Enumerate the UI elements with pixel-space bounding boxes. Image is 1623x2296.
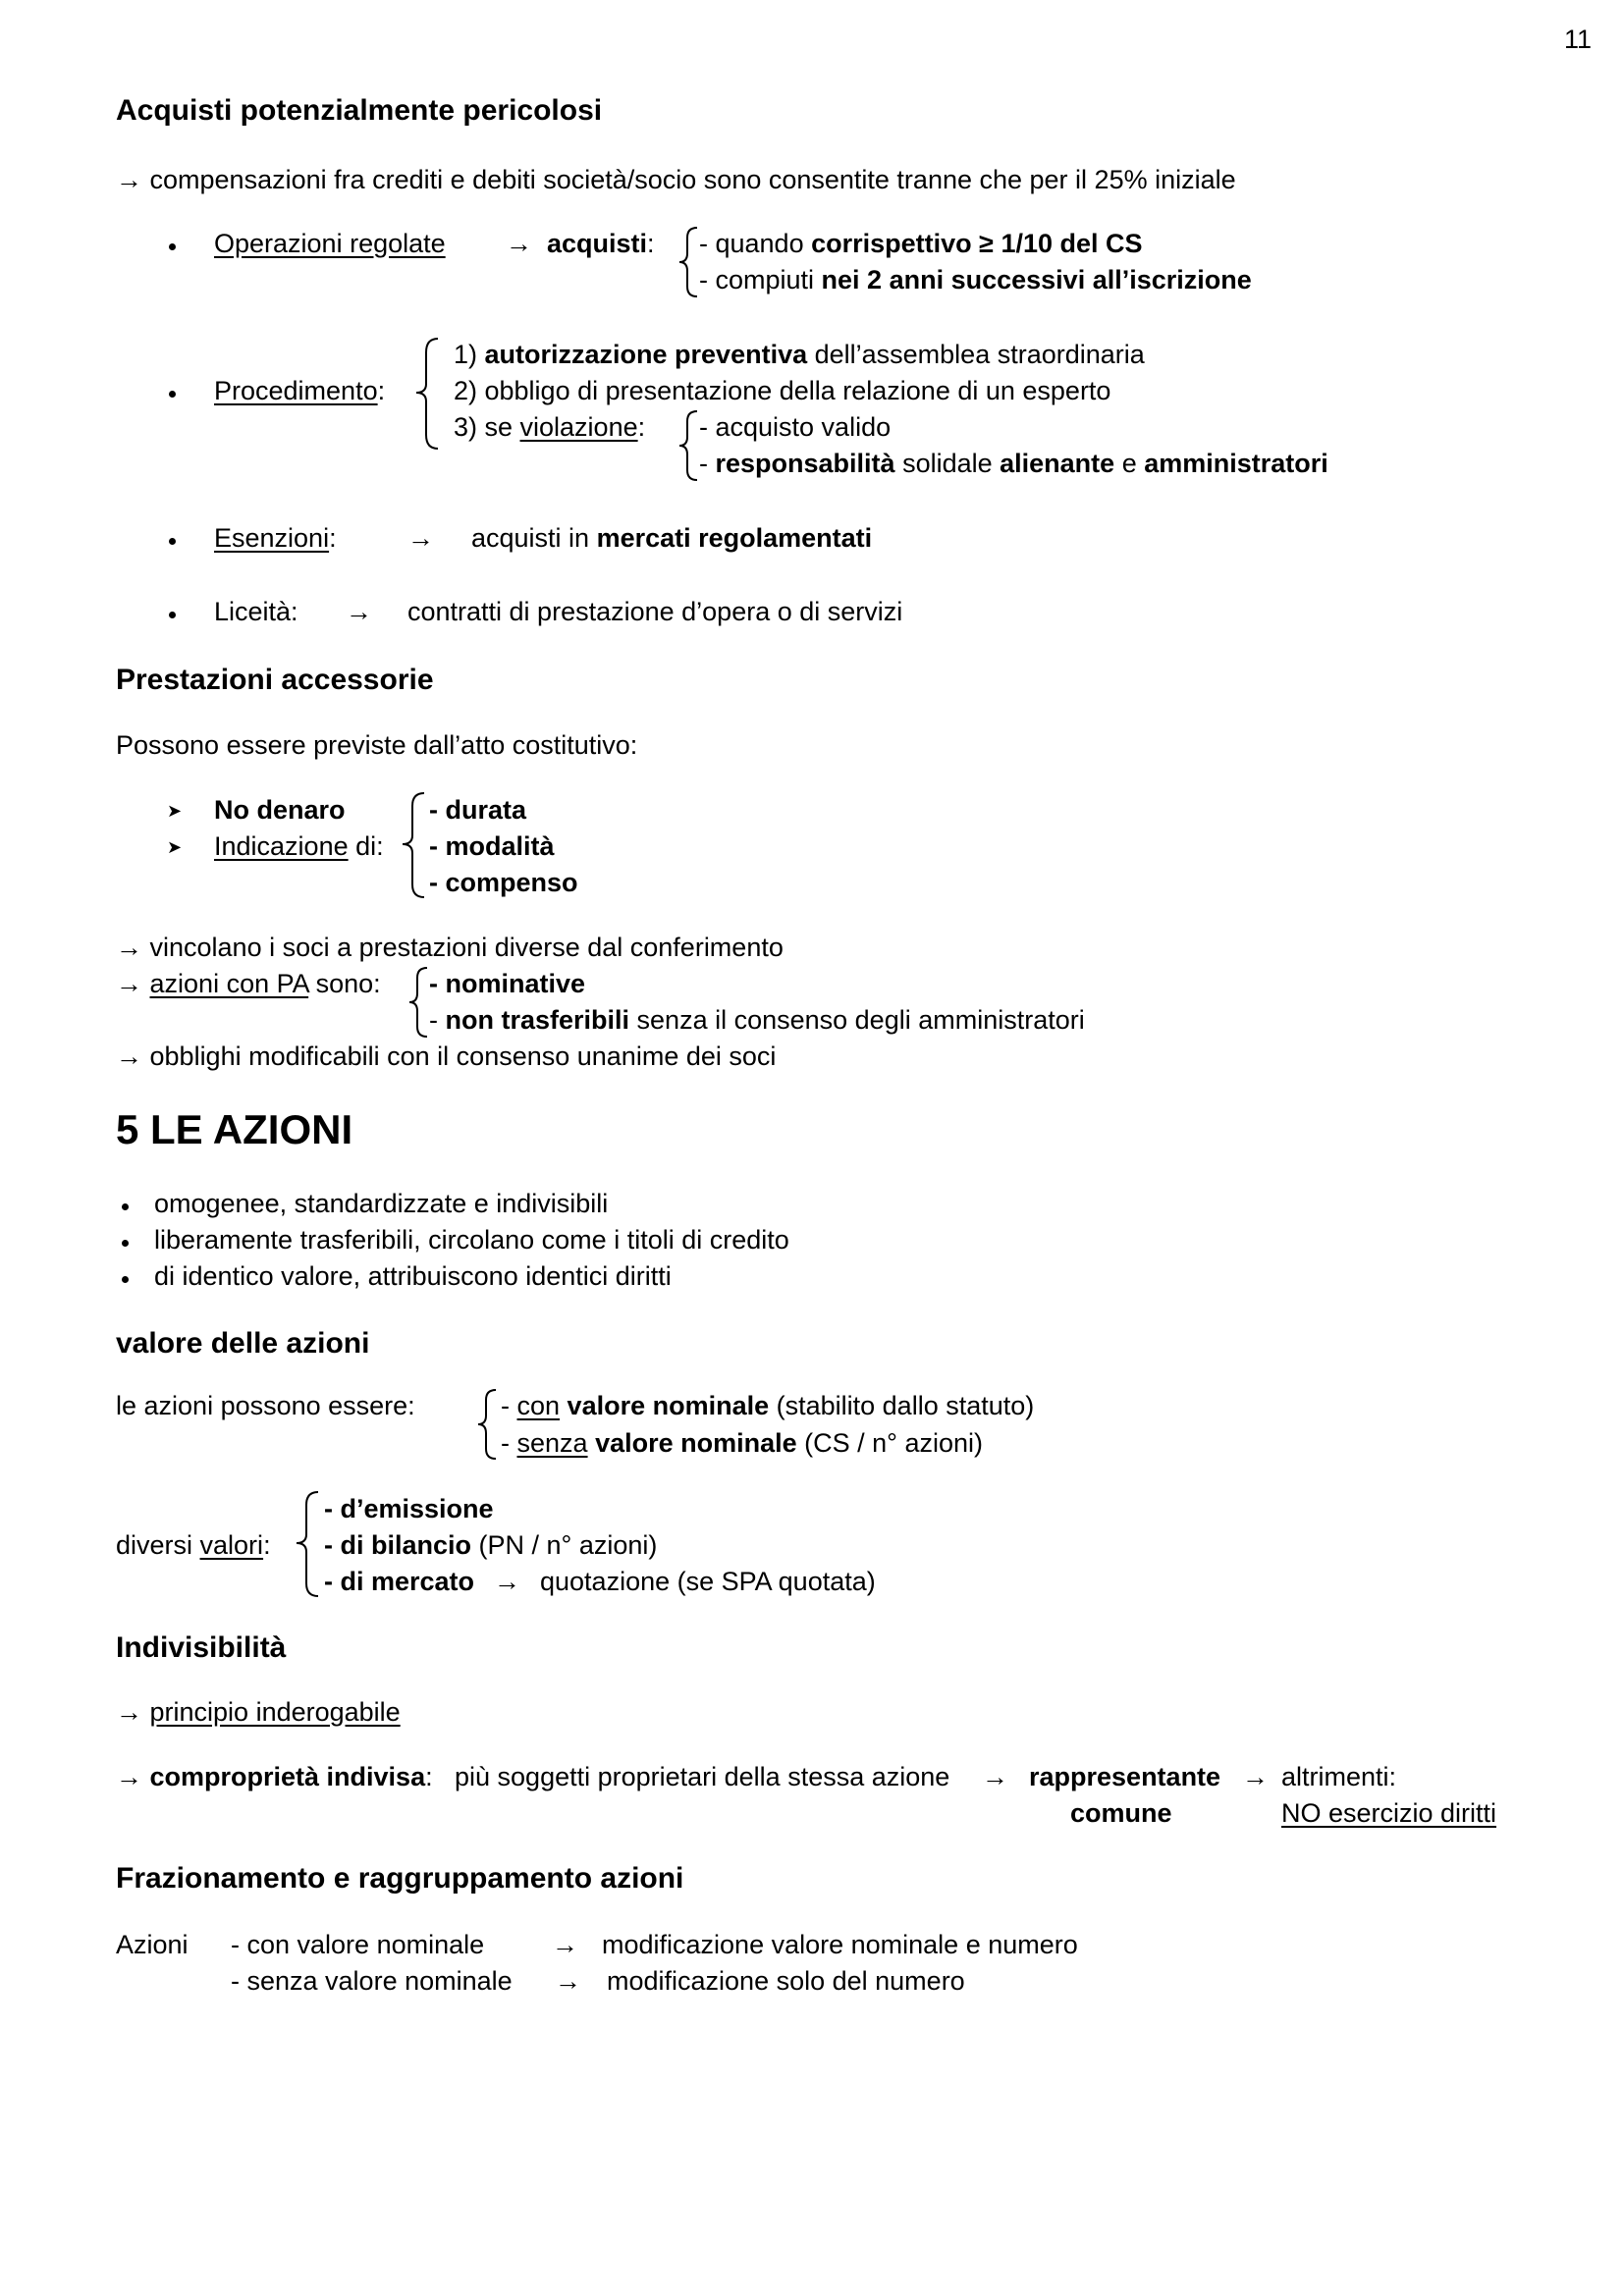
bullet-icon	[169, 243, 176, 250]
operazioni-key: acquisti:	[547, 229, 655, 258]
comproprieta-text: più soggetti proprietari della stessa azione	[455, 1762, 950, 1791]
section-title-acquisti: Acquisti potenzialmente pericolosi	[116, 94, 603, 127]
page-number: 11	[1564, 25, 1593, 54]
arrow-right-icon: →	[116, 1041, 142, 1071]
violazione-effect-2: - responsabilità solidale alienante e amministratori	[699, 449, 1328, 478]
arrow-right-icon: →	[116, 1697, 142, 1727]
violazione-effect-1: - acquisto valido	[699, 412, 892, 442]
prestazioni-item-durata: - durata	[429, 795, 527, 825]
compensazioni-line: → compensazioni fra crediti e debiti società/socio sono consentite tranne che per il 25% iniziale	[116, 165, 1236, 194]
arrow-right-icon: →	[982, 1762, 1008, 1791]
operazioni-label: Operazioni regolate	[214, 229, 446, 258]
arrow-bullet-icon: ➤	[167, 801, 183, 821]
liceita-text: contratti di prestazione d’opera o di servizi	[407, 597, 903, 626]
arrow-right-icon: →	[552, 1930, 578, 1959]
bullet-icon	[122, 1203, 129, 1210]
bullet-icon	[169, 538, 176, 545]
liceita-label: Liceità:	[214, 597, 298, 626]
bullet-icon	[122, 1276, 129, 1283]
arrow-bullet-icon: ➤	[167, 837, 183, 857]
procedimento-step-3: 3) se violazione:	[454, 412, 646, 442]
brace-icon	[677, 226, 701, 298]
frazionamento-row-2-right: modificazione solo del numero	[607, 1966, 965, 1996]
valore-con-nominale: - con valore nominale (stabilito dallo statuto)	[501, 1391, 1035, 1420]
procedimento-step-2: 2) obbligo di presentazione della relazione di un esperto	[454, 376, 1111, 405]
no-esercizio-diritti: NO esercizio diritti	[1281, 1798, 1497, 1828]
principio-line: → principio inderogabile	[116, 1697, 401, 1727]
arrow-right-icon: →	[116, 969, 142, 998]
azioni-bullet-2: liberamente trasferibili, circolano come i titoli di credito	[154, 1225, 789, 1255]
vincolano-line: → vincolano i soci a prestazioni diverse dal conferimento	[116, 933, 784, 962]
valore-mercato-quotazione: quotazione (se SPA quotata)	[540, 1567, 876, 1596]
valore-senza-nominale: - senza valore nominale (CS / n° azioni)	[501, 1428, 983, 1458]
brace-icon	[476, 1388, 500, 1461]
prestazioni-item-modalita: - modalità	[429, 831, 555, 861]
arrow-right-icon: →	[506, 229, 532, 258]
azioni-bullet-1: omogenee, standardizzate e indivisibili	[154, 1189, 609, 1218]
comune: comune	[1070, 1798, 1172, 1828]
arrow-right-icon: →	[1242, 1762, 1269, 1791]
section-title-indivisibilita: Indivisibilità	[116, 1631, 287, 1664]
azioni-possono: le azioni possono essere:	[116, 1391, 415, 1420]
esenzioni-label: Esenzioni:	[214, 523, 337, 553]
valore-emissione: - d’emissione	[324, 1494, 494, 1523]
azioni-pa-non-trasferibili: - non trasferibili senza il consenso degli amministratori	[429, 1005, 1085, 1035]
arrow-right-icon: →	[555, 1966, 581, 1996]
frazionamento-row-1-left: - con valore nominale	[231, 1930, 485, 1959]
azioni-bullet-3: di identico valore, attribuiscono identici diritti	[154, 1261, 672, 1291]
brace-icon	[414, 337, 442, 453]
rappresentante: rappresentante	[1029, 1762, 1221, 1791]
procedimento-label: Procedimento:	[214, 376, 386, 405]
obblighi-line: → obblighi modificabili con il consenso unanime dei soci	[116, 1041, 777, 1071]
prestazioni-intro: Possono essere previste dall’atto costitutivo:	[116, 730, 638, 760]
esenzioni-text: acquisti in mercati regolamentati	[471, 523, 873, 553]
azioni-pa-line: → azioni con PA sono:	[116, 969, 381, 998]
prestazioni-item-compenso: - compenso	[429, 868, 578, 897]
frazionamento-row-1-right: modificazione valore nominale e numero	[602, 1930, 1078, 1959]
arrow-right-icon: →	[116, 165, 142, 194]
arrow-right-icon: →	[494, 1567, 520, 1596]
arrow-right-icon: →	[116, 1762, 142, 1791]
brace-icon	[407, 966, 431, 1039]
indicazione-label: Indicazione di:	[214, 831, 384, 861]
frazionamento-label: Azioni	[116, 1930, 189, 1959]
section-title-valore: valore delle azioni	[116, 1327, 370, 1360]
arrow-right-icon: →	[407, 523, 434, 553]
comproprieta-line: → comproprietà indivisa:	[116, 1762, 433, 1791]
operazioni-condition-1: - quando corrispettivo ≥ 1/10 del CS	[699, 229, 1143, 258]
brace-icon	[677, 409, 701, 482]
operazioni-condition-2: - compiuti nei 2 anni successivi all’iscrizione	[699, 265, 1252, 294]
section-title-prestazioni: Prestazioni accessorie	[116, 664, 434, 696]
diversi-valori-label: diversi valori:	[116, 1530, 271, 1560]
procedimento-step-1: 1) autorizzazione preventiva dell’assemblea straordinaria	[454, 340, 1145, 369]
chapter-title-azioni: 5 LE AZIONI	[116, 1106, 353, 1152]
bullet-icon	[169, 612, 176, 618]
bullet-icon	[122, 1240, 129, 1247]
azioni-pa-nominative: - nominative	[429, 969, 586, 998]
brace-icon	[295, 1490, 322, 1600]
arrow-right-icon: →	[116, 933, 142, 962]
frazionamento-row-2-left: - senza valore nominale	[231, 1966, 513, 1996]
bullet-icon	[169, 391, 176, 398]
valore-bilancio: - di bilancio (PN / n° azioni)	[324, 1530, 658, 1560]
no-denaro: No denaro	[214, 795, 346, 825]
brace-icon	[401, 791, 428, 901]
arrow-right-icon: →	[346, 597, 372, 626]
valore-mercato: - di mercato	[324, 1567, 475, 1596]
section-title-frazionamento: Frazionamento e raggruppamento azioni	[116, 1862, 684, 1895]
altrimenti: altrimenti:	[1281, 1762, 1397, 1791]
